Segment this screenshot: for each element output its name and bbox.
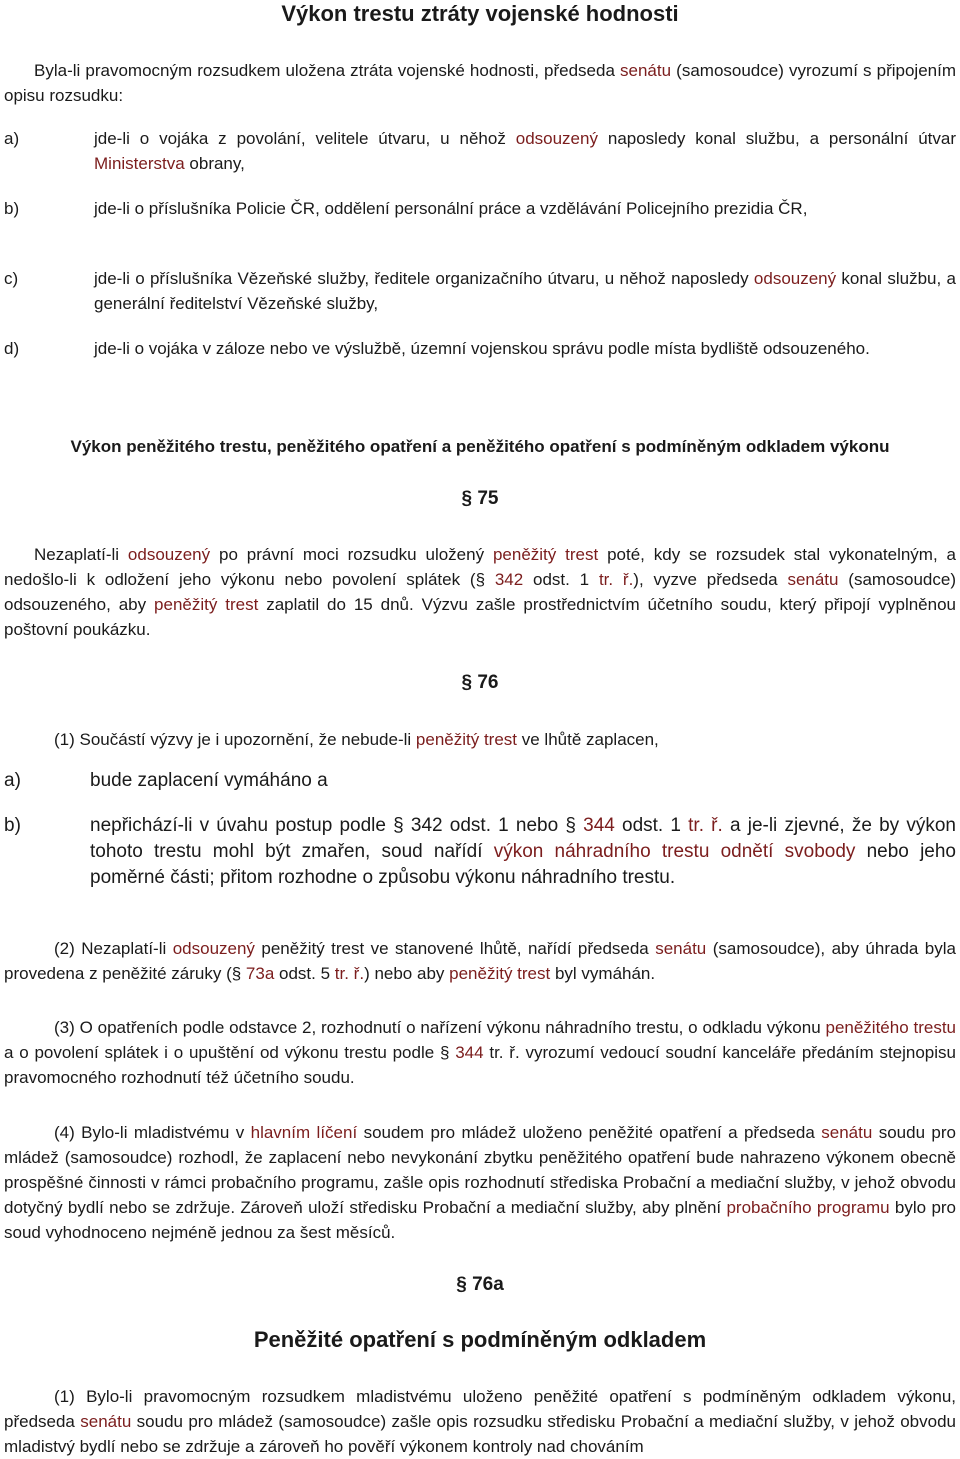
link-senat[interactable]: senátu bbox=[821, 1123, 873, 1142]
text: (samosoudce) vyrozumí s připojením opisu rozsudku: bbox=[4, 61, 956, 105]
list-item-a bbox=[4, 126, 956, 176]
section-heading: Výkon peněžitého trestu, peněžitého opatření a peněžitého opatření s podmíněným odkladem výkonu bbox=[70, 437, 890, 456]
paragraph-76a-1: (1) Bylo-li pravomocným rozsudkem mladistvému uloženo peněžité opatření s podmíněným odkladem výkonu, předseda senátu soudu pro mládež (samosoudce) zašle opis rozsudku středisku Probační a mediační služby, v jehož obvodu mladistvý bydlí nebo se zdržuje a zároveň ho pověří výkonem kontroly nad chováním bbox=[4, 1387, 956, 1456]
list-text: jde-li o vojáka v záloze nebo ve výslužbě, územní vojenskou správu podle místa bydliště odsouzeného. bbox=[94, 339, 870, 358]
link-344[interactable]: 344 bbox=[455, 1043, 484, 1062]
link-hlavni-liceni[interactable]: hlavním líčení bbox=[250, 1123, 358, 1142]
list-text: jde-li o příslušníka Policie ČR, oddělení personální práce a vzdělávání Policejního prezidia ČR, bbox=[94, 199, 808, 218]
intro-paragraph bbox=[4, 58, 956, 108]
section-heading: Peněžité opatření s podmíněným odkladem bbox=[253, 1327, 707, 1352]
link-senat[interactable]: senátu bbox=[620, 61, 672, 80]
link-penezity-trest[interactable]: peněžitý trest bbox=[449, 964, 551, 983]
link-probacni-program[interactable]: probačního programu bbox=[726, 1198, 890, 1217]
list-item-a bbox=[4, 768, 956, 794]
list-text: jde-li o příslušníka Vězeňské služby, ředitele organizačního útvaru, u něhož naposledy odsouzený konal službu, a generální ředitelství Vězeňské služby, bbox=[94, 269, 956, 313]
link-penezity-trest[interactable]: peněžitý trest bbox=[415, 730, 518, 749]
list-text: nepřichází-li v úvahu postup podle § 342 odst. 1 nebo § 344 odst. 1 tr. ř. a je-li zjevné, že by výkon tohoto trestu mohl být zmařen, soud nařídí výkon náhradního trestu odnětí svobody nebo jeho poměrné části; přitom rozhodne o způsobu výkonu náhradního trestu. bbox=[90, 815, 956, 888]
link-342[interactable]: 342 bbox=[494, 570, 524, 589]
paragraph-76-2: (2) Nezaplatí-li odsouzený peněžitý trest ve stanovené lhůtě, nařídí předseda senátu (samosoudce), aby úhrada byla provedena z peněžité záruky (§ 73a odst. 5 tr. ř.) nebo aby peněžitý trest byl vymáhán. bbox=[4, 939, 956, 983]
link-odsouzeny[interactable]: odsouzený bbox=[515, 129, 598, 148]
link-ministerstva[interactable]: Ministerstva bbox=[94, 154, 185, 173]
paragraph-75: Nezaplatí-li odsouzený po právní moci rozsudku uložený peněžitý trest poté, kdy se rozsudek stal vykonatelným, a nedošlo-li k odložení jeho výkonu nebo povolení splátek (§ 342 odst. 1 tr. ř.), vyzve předseda senátu (samosoudce) odsouzeného, aby peněžitý trest zaplatil do 15 dnů. Výzvu zašle prostřednictvím účetního soudu, který připojí vyplněnou poštovní poukázku. bbox=[4, 545, 957, 639]
section-number: § 75 bbox=[461, 488, 499, 509]
link-tr-r[interactable]: tr. ř. bbox=[688, 815, 723, 836]
list-label: b) bbox=[4, 815, 21, 836]
paragraph-76-1: (1) Součástí výzvy je i upozornění, že nebude-li peněžitý trest ve lhůtě zaplacen, bbox=[54, 730, 659, 749]
paragraph-76-4: (4) Bylo-li mladistvému v hlavním líčení soudem pro mládež uloženo peněžité opatření a předseda senátu soudu pro mládež (samosoudce) rozhodl, že zaplacení nebo nevykonání zbytku peněžitého opatření bude nahrazeno výkonem obecně prospěšné činnosti v rámci probačního programu, zašle opis rozhodnutí střediska Probační a mediační služby, v jehož obvodu dotyčný bydlí nebo se zdržuje. Zároveň uloží středisku Probační a mediační služby, aby plnění probačního programu bylo pro soud vyhodnoceno nejméně jednou za šest měsíců. bbox=[4, 1123, 957, 1242]
link-344[interactable]: 344 bbox=[583, 815, 615, 836]
link-senat[interactable]: senátu bbox=[655, 939, 707, 958]
link-penezity-trest[interactable]: peněžitý trest bbox=[492, 545, 599, 564]
list-label: a) bbox=[4, 129, 20, 148]
link-odsouzeny[interactable]: odsouzený bbox=[753, 269, 837, 288]
section-number: § 76a bbox=[456, 1274, 504, 1295]
list-label: a) bbox=[4, 770, 21, 791]
link-penezity-trest[interactable]: peněžitý trest bbox=[154, 595, 259, 614]
link-tr-r[interactable]: tr. ř. bbox=[598, 570, 634, 589]
page-title: Výkon trestu ztráty vojenské hodnosti bbox=[281, 1, 679, 26]
link-odsouzeny[interactable]: odsouzený bbox=[172, 939, 255, 958]
paragraph-76-3: (3) O opatřeních podle odstavce 2, rozhodnutí o nařízení výkonu náhradního trestu, o odkladu výkonu peněžitého trestu a o povolení splátek i o upuštění od výkonu trestu podle § 344 tr. ř. vyrozumí vedoucí soudní kanceláře předáním stejnopisu pravomocného rozhodnutí též účetního soudu. bbox=[4, 1018, 956, 1087]
list-label: c) bbox=[4, 269, 19, 288]
link-odsouzeny[interactable]: odsouzený bbox=[127, 545, 211, 564]
list-label: b) bbox=[4, 199, 20, 218]
list-item-c bbox=[4, 266, 956, 316]
link-73a[interactable]: 73a bbox=[245, 964, 275, 983]
link-vykon-nahradniho-trestu[interactable]: výkon náhradního trestu odnětí svobody bbox=[493, 841, 856, 862]
list-item-b bbox=[4, 813, 956, 891]
link-tr-r[interactable]: tr. ř. bbox=[334, 964, 365, 983]
list-label: d) bbox=[4, 339, 20, 358]
list-item-d bbox=[4, 336, 956, 361]
section-number: § 76 bbox=[461, 672, 499, 693]
list-text: bude zaplacení vymáháno a bbox=[90, 770, 328, 791]
link-penezniteho-trestu[interactable]: peněžitého trestu bbox=[825, 1018, 956, 1037]
link-senat[interactable]: senátu bbox=[787, 570, 839, 589]
list-item-b bbox=[4, 196, 956, 221]
link-senat[interactable]: senátu bbox=[80, 1412, 132, 1431]
list-text: jde-li o vojáka z povolání, velitele útvaru, u něhož odsouzený naposledy konal službu, a personální útvar Ministerstva obrany, bbox=[94, 129, 956, 173]
text: Byla-li pravomocným rozsudkem uložena ztráta vojenské hodnosti, předseda bbox=[34, 61, 621, 80]
